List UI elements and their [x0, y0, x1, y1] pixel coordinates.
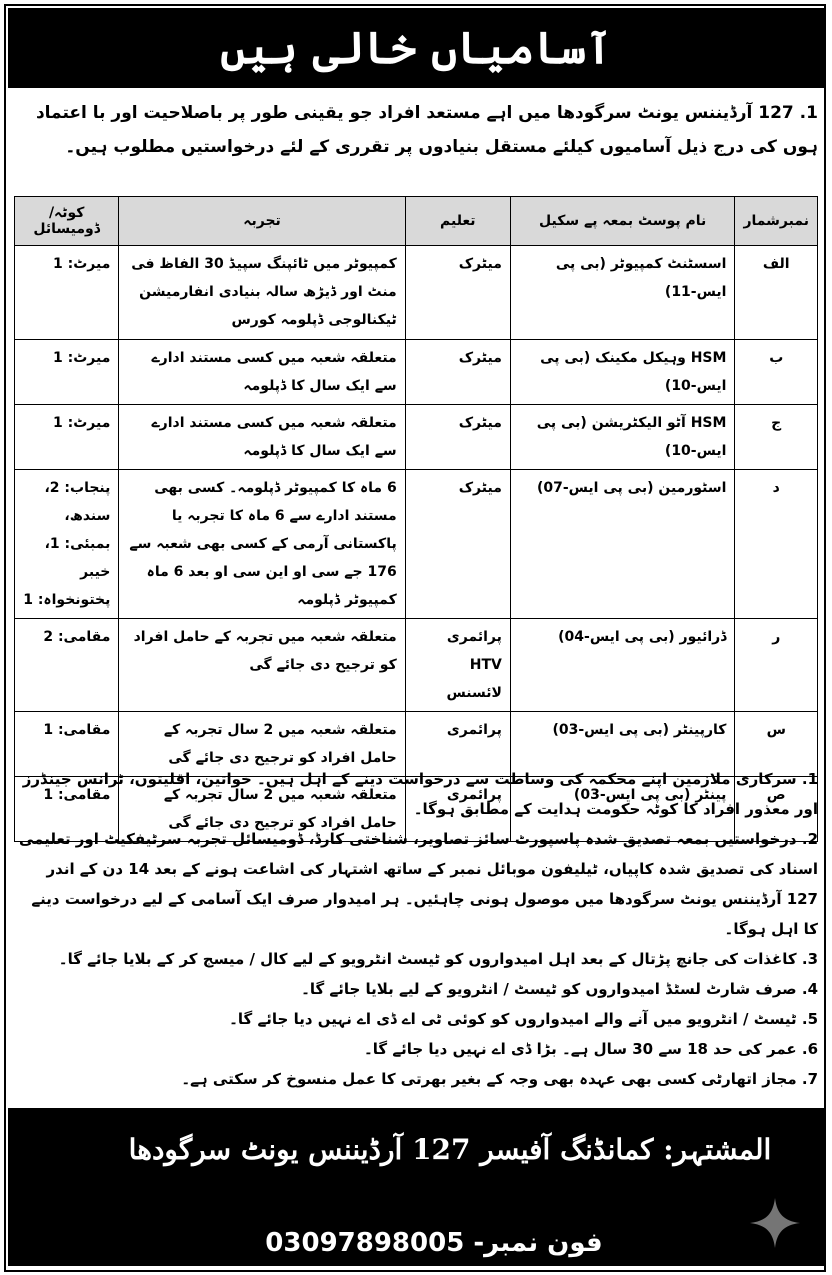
condition-item: 6. عمر کی حد 18 سے 30 سال ہے۔ بڑا ڈی اے نہیں دیا جائے گا۔ [363, 1040, 818, 1058]
cell-post: HSM آٹو الیکٹریشن (بی پی ایس-10) [510, 405, 735, 470]
table-row [15, 470, 818, 619]
cell-experience: متعلقہ شعبہ میں 2 سال تجربہ کے حامل افراد کو ترجیح دی جائے گی [119, 712, 405, 777]
cell-serial: س [735, 712, 818, 777]
table-row [15, 340, 818, 405]
cell-serial: ب [735, 340, 818, 405]
cell-post: کارپینٹر (بی پی ایس-03) [510, 712, 735, 777]
cell-experience: کمپیوٹر میں ٹائپنگ سپیڈ 30 الفاظ فی منٹ اور ڈیڑھ سالہ بنیادی انفارمیشن ٹیکنالوجی ڈپلومہ کورس [119, 246, 405, 340]
condition-item: 4. صرف شارٹ لسٹڈ امیدواروں کو ٹیسٹ / انٹرویو کے لیے بلایا جائے گا۔ [301, 980, 818, 998]
cell-education: پرائمری [405, 777, 510, 842]
header-banner [8, 8, 824, 88]
cell-serial: ر [735, 619, 818, 712]
cell-education: میٹرک [405, 340, 510, 405]
footer-banner [8, 1108, 824, 1266]
cell-post: اسسٹنٹ کمپیوٹر (بی پی ایس-11) [510, 246, 735, 340]
cell-experience: متعلقہ شعبہ میں 2 سال تجربہ کے حامل افراد کو ترجیح دی جائے گی [119, 777, 405, 842]
condition-item: 5. ٹیسٹ / انٹرویو میں آنے والے امیدواروں کو کوئی ٹی اے ڈی اے نہیں دیا جائے گا۔ [229, 1010, 818, 1028]
header-education: تعلیم [405, 197, 510, 246]
cell-education: میٹرک [405, 405, 510, 470]
cell-quota: میرٹ: 1 [15, 340, 119, 405]
sparkle-icon [748, 1196, 802, 1250]
cell-quota: پنجاب: 2، سندھ، بمبئی: 1، خیبر پختونخواہ: 1 [15, 470, 119, 619]
header-experience: تجربہ [119, 197, 405, 246]
cell-quota: مقامی: 1 [15, 712, 119, 777]
condition-item: 1. سرکاری ملازمین اپنے محکمہ کی وساطت سے درخواست دینے کے اہل ہیں۔ خواتین، اقلیتوں، ٹرانس جینڈرز اور معذور افراد کا کوٹہ حکومت ہدایت کے مطابق ہوگا۔ [22, 770, 818, 818]
table-row [15, 405, 818, 470]
cell-quota: مقامی: 1 [15, 777, 119, 842]
cell-serial: الف [735, 246, 818, 340]
cell-education: پرائمری HTV لائسنس [405, 619, 510, 712]
cell-serial: د [735, 470, 818, 619]
cell-quota: میرٹ: 1 [15, 405, 119, 470]
cell-experience: متعلقہ شعبہ میں کسی مستند ادارے سے ایک سال کا ڈپلومہ [119, 340, 405, 405]
cell-education: میٹرک [405, 246, 510, 340]
table-row [15, 619, 818, 712]
cell-post: ڈرائیور (بی پی ایس-04) [510, 619, 735, 712]
phone-number: فون نمبر- 03097898005 [265, 1228, 603, 1258]
cell-post: اسٹورمین (بی پی ایس-07) [510, 470, 735, 619]
cell-post: HSM وہیکل مکینک (بی پی ایس-10) [510, 340, 735, 405]
table-header-row [15, 197, 818, 246]
cell-experience: متعلقہ شعبہ میں تجربہ کے حامل افراد کو ترجیح دی جائے گی [119, 619, 405, 712]
cell-post: پینٹر (بی پی ایس-03) [510, 777, 735, 842]
table-row [15, 246, 818, 340]
page-title: آسامیاں خالی ہیں [220, 22, 612, 74]
cell-experience: متعلقہ شعبہ میں کسی مستند ادارے سے ایک سال کا ڈپلومہ [119, 405, 405, 470]
header-quota: کوٹہ/ڈومیسائل [15, 197, 119, 246]
cell-serial: ص [735, 777, 818, 842]
condition-item: 2. درخواستیں بمعہ تصدیق شدہ پاسپورٹ سائز تصاویر، شناختی کارڈ، ڈومیسائل تجربہ سرٹیفکیٹ اور تعلیمی اسناد کی تصدیق شدہ کاپیاں، ٹیلیفون موبائل نمبر کے ساتھ اشتہار کی اشاعت ہونے کے بعد 14 دن کے اندر 127 آرڈیننس یونٹ سرگودھا میں موصول ہونی چاہئیں۔ ہر امیدوار صرف ایک آسامی کے لیے درخواست دینے کا اہل ہوگا۔ [19, 830, 818, 938]
cell-education: پرائمری [405, 712, 510, 777]
cell-quota: میرٹ: 1 [15, 246, 119, 340]
condition-item: 7. مجاز اتھارٹی کسی بھی عہدہ بھی وجہ کے بغیر بھرتی کا عمل منسوخ کر سکتی ہے۔ [181, 1070, 818, 1088]
cell-education: میٹرک [405, 470, 510, 619]
header-serial: نمبرشمار [735, 197, 818, 246]
condition-item: 3. کاغذات کی جانچ پڑتال کے بعد اہل امیدواروں کو ٹیسٹ انٹرویو کے لیے کال / میسج کر کے بلایا جائے گا۔ [58, 950, 818, 968]
cell-quota: مقامی: 2 [15, 619, 119, 712]
conditions-list [14, 764, 818, 1094]
cell-experience: 6 ماہ کا کمپیوٹر ڈپلومہ۔ کسی بھی مستند ادارے سے 6 ماہ کا تجربہ یا پاکستانی آرمی کے کسی بھی شعبہ سے 176 جے سی او این سی او بعد 6 ماہ کمپیوٹر ڈپلومہ [119, 470, 405, 619]
advertiser-line: المشتہر: کمانڈنگ آفیسر 127 آرڈیننس یونٹ سرگودھا [128, 1133, 772, 1166]
vacancies-table [14, 196, 818, 842]
intro-paragraph: 1. 127 آرڈیننس یونٹ سرگودھا میں اہے مستعد افراد جو یقینی طور پر باصلاحیت اور با اعتماد ہوں کی درج ذیل آسامیوں کیلئے مستقل بنیادوں پر تقرری کے لئے درخواستیں مطلوب ہیں۔ [35, 103, 818, 157]
header-post: نام پوسٹ بمعہ پے سکیل [510, 197, 735, 246]
cell-serial: ج [735, 405, 818, 470]
